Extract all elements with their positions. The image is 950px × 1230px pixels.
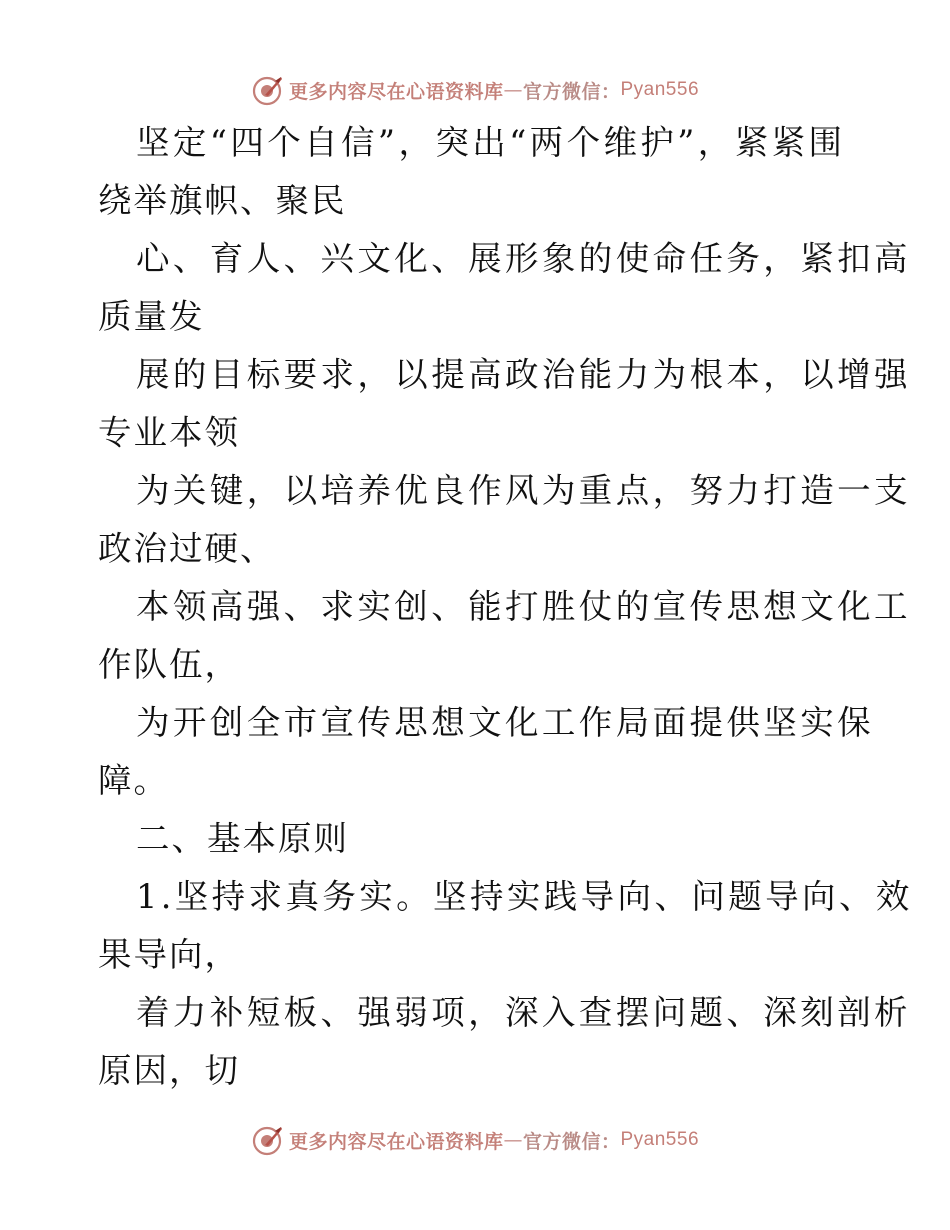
watermark-label: 官方微信： [522,80,621,103]
paragraph-line: 为开创全市宣传思想文化工作局面提供坚实保 [136,703,874,742]
paragraph [0,346,950,462]
watermark-separator: — [503,79,523,101]
paragraph-line: 着力补短板、强弱项，深入查摆问题、深刻剖析 [136,993,911,1032]
principle-paragraph [0,868,950,984]
paragraph-line: 政治过硬、 [98,529,276,568]
watermark-id: Pyan556 [620,79,700,100]
paragraph [0,694,950,810]
watermark-id: Pyan556 [620,1129,700,1150]
paragraph-line: 质量发 [98,297,205,336]
paragraph [0,114,950,230]
paragraph-line: 心、育人、兴文化、展形象的使命任务，紧扣高 [136,239,911,278]
paragraph [0,578,950,694]
paragraph-line: 坚定“四个自信”，突出“两个维护”，紧紧围 [136,123,846,162]
paragraph-line: 障。 [98,761,169,800]
paragraph-line: 作队伍， [98,645,240,684]
watermark-separator: — [503,1129,523,1151]
paragraph-line: 本领高强、求实创、能打胜仗的宣传思想文化工 [136,587,911,626]
watermark-title: 更多内容尽在心语资料库 [288,1130,504,1153]
paragraph [0,230,950,346]
watermark-title: 更多内容尽在心语资料库 [288,80,504,103]
section-heading-paragraph [0,810,950,868]
paragraph-line: 为关键，以培养优良作风为重点，努力打造一支 [136,471,911,510]
paragraph-line: 1.坚持求真务实。坚持实践导向、问题导向、效 [136,877,913,916]
document-body [0,114,950,1100]
paragraph [0,462,950,578]
watermark-label: 官方微信： [522,1130,621,1153]
quill-logo-icon [251,1123,285,1157]
paragraph-line: 果导向， [98,935,240,974]
quill-logo-icon [251,73,285,107]
paragraph-line: 绕举旗帜、聚民 [98,181,347,220]
header-watermark [0,70,950,110]
principle-paragraph [0,984,950,1100]
footer-watermark [0,1120,950,1160]
paragraph-line: 原因，切 [98,1051,240,1090]
section-heading: 二、基本原则 [136,819,349,858]
paragraph-line: 专业本领 [98,413,240,452]
paragraph-line: 展的目标要求，以提高政治能力为根本，以增强 [136,355,911,394]
